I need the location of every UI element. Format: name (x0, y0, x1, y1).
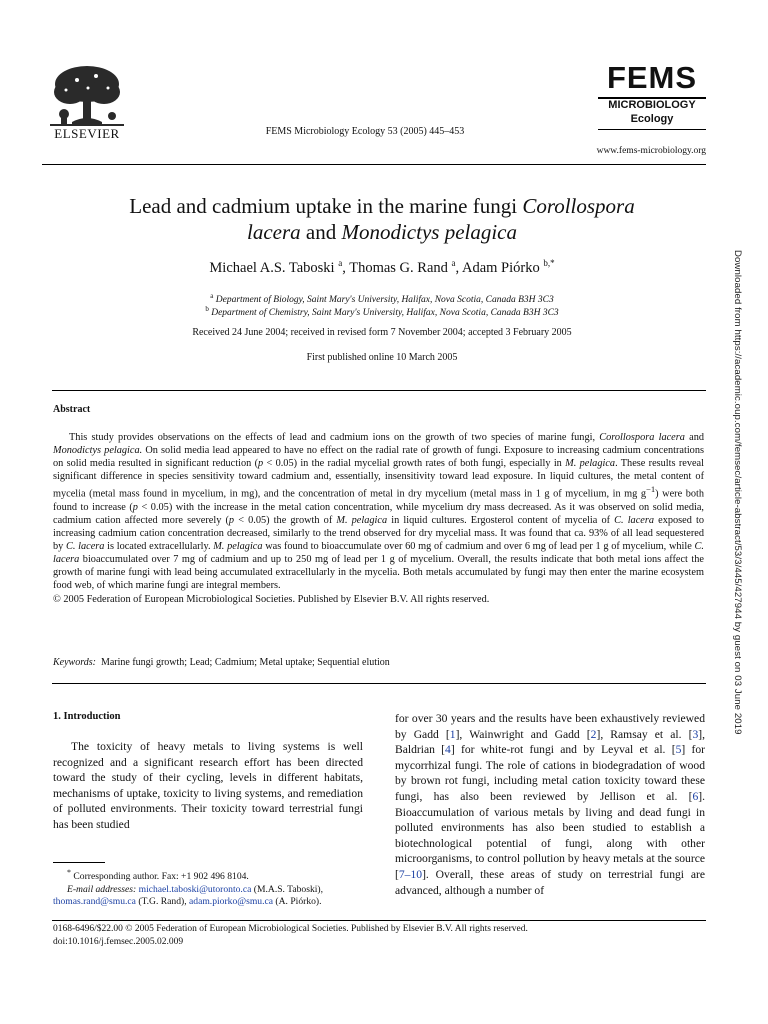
right-column (395, 711, 705, 898)
abstract-text: This study provides observations on the effects of lead and cadmium ions on the growth of two species of marine fungi, Corollospora lacera and Monodictys pelagica. On solid media lead appeared to have no effect on the radial rate of growth of fungi. Exposure to increasing cadmium concentrations on solid media resulted in significant reduction (p < 0.05) in the radial mycelial growth rates of both fungi, especially in M. pelagica. These results reveal significant difference in species sensitivity toward cadmium and, essentially, insensitivity toward lead exposure. In liquid cultures, the metal content of mycelia (metal mass found in mycelium, in mg), and the concentration of metal in dry mycelium (metal mass in 1 g of mycelium, in mg $g^{-1}$) were both found to increase (p < 0.05) with the increase in the metal cation concentration, while mycelium dry mass decreased. As it was observed on solid media, cadmium cation affected more severely (p < 0.05) the growth of M. pelagica in liquid cultures. Ergosterol content of mycelia of C. lacera exposed to increasing cadmium cation concentration decreased, similarly to the trend observed for dry mycelial mass. It was found that ca. 93% of all lead sequestered by C. lacera is located extracellularly. M. pelagica was found to bioaccumulate over 60 mg of cadmium and over 6 mg of lead per 1 g of mycelium, while C. lacera bioaccumulated over 7 mg of cadmium and up to 250 mg of lead per 1 g of mycelium. Overall, the results indicate that both metal ions affect the growth of marine fungi with lead being accumulated extracellularly in the mycelia. Both metals accumulated by fungi may then enter the marine ecosystem food web, of which marine fungi are integral members. (53, 432, 705, 592)
abstract-copyright: © 2005 Federation of European Microbiological Societies. Published by Elsevier B.V. All rights reserved. (53, 593, 490, 605)
footnote-rule (53, 862, 105, 863)
keywords: Keywords: Marine fungi growth; Lead; Cadmium; Metal uptake; Sequential elution (53, 657, 390, 668)
fems-brand-line1: MICROBIOLOGY (608, 99, 696, 111)
header-rule (42, 164, 706, 165)
left-column (53, 739, 363, 833)
footer-rule (52, 920, 706, 921)
email-link[interactable]: michael.taboski@utoronto.ca (138, 883, 252, 895)
footer-issn: 0168-6496/$22.00 © 2005 Federation of European Microbiological Societies. Published by Elsevier B.V. All rights reserved. (53, 924, 528, 934)
intro-paragraph-cont: for over 30 years and the results have been exhaustively reviewed by Gadd [1], Wainwright and Gadd [2], Ramsay et al. [3], Baldrian [4] for white-rot fungi and by Leyval et al. [5] for mycorrhizal fungi. The role of cations in biodegradation of wood by brown rot fungi, including metal cation toxicity toward these fungi, has also been reviewed by Jellison et al. [6]. Bioaccumulation of various metals by living and dead fungi in polluted environments has also been studied to establish a biotechnological potential of fungi, along with other microorganisms, to control pollution by heavy metals at the source [7–10]. Overall, these areas of study on terrestrial fungi are advanced, although a number of (395, 712, 705, 897)
fems-brand-line2: Ecology (630, 113, 674, 125)
intro-paragraph: The toxicity of heavy metals to living systems is well recognized and a significant research effort has been directed toward the study of their cycling, levels in different habitats, mechanisms of uptake, toxicity to living systems, and remediation of polluted environments. Their toxicity toward terrestrial fungi has been studied (53, 740, 363, 831)
fems-brand-underline (598, 129, 706, 130)
abstract-top-rule (52, 390, 706, 391)
author-name: Thomas G. Rand (349, 259, 448, 276)
author-list: Michael A.S. Taboski $^a$, Thomas G. Rand $^a$, Adam Piórko $^{b,*}$ (209, 258, 555, 276)
abstract-bottom-rule (52, 683, 706, 684)
published-date: First published online 10 March 2005 (306, 352, 458, 363)
author-name: Michael A.S. Taboski (209, 259, 335, 276)
affiliation-b: $^b$ Department of Chemistry, Saint Mary's University, Halifax, Nova Scotia, Canada B3H 3C3 (205, 305, 559, 319)
abstract-body (53, 431, 704, 606)
journal-citation: FEMS Microbiology Ecology 53 (2005) 445–453 (265, 126, 465, 137)
abstract-heading: Abstract (53, 404, 91, 415)
footer-doi: doi:10.1016/j.femsec.2005.02.009 (53, 937, 184, 947)
section-heading-introduction: 1. Introduction (53, 711, 121, 722)
publisher-name: ELSEVIER (54, 126, 120, 141)
received-dates: Received 24 June 2004; received in revised form 7 November 2004; accepted 3 February 2005 (192, 327, 572, 338)
fems-brand: FEMS (606, 60, 698, 95)
download-notice: Downloaded from https://academic.oup.com/femsec/article-abstract/53/3/445/427944 by guest on 03 June 2019 (732, 250, 743, 735)
article-title: Lead and cadmium uptake in the marine fungi Corollospora lacera and Monodictys pelagica (129, 194, 635, 244)
journal-url[interactable]: www.fems-microbiology.org (596, 146, 706, 156)
author-name: Adam Piórko (461, 259, 540, 276)
affiliation-a: $^a$ Department of Biology, Saint Mary's University, Halifax, Nova Scotia, Canada B3H 3C3 (210, 292, 554, 306)
email-link[interactable]: thomas.rand@smu.ca (53, 896, 136, 908)
footnote: * Corresponding author. Fax: +1 902 496 8104. E-mail addresses: michael.taboski@utoronto.ca (M.A.S. Taboski), thomas.rand@smu.ca (T.G. Rand), adam.piorko@smu.ca (A. Piórko). (53, 868, 324, 908)
email-link[interactable]: adam.piorko@smu.ca (189, 896, 273, 908)
